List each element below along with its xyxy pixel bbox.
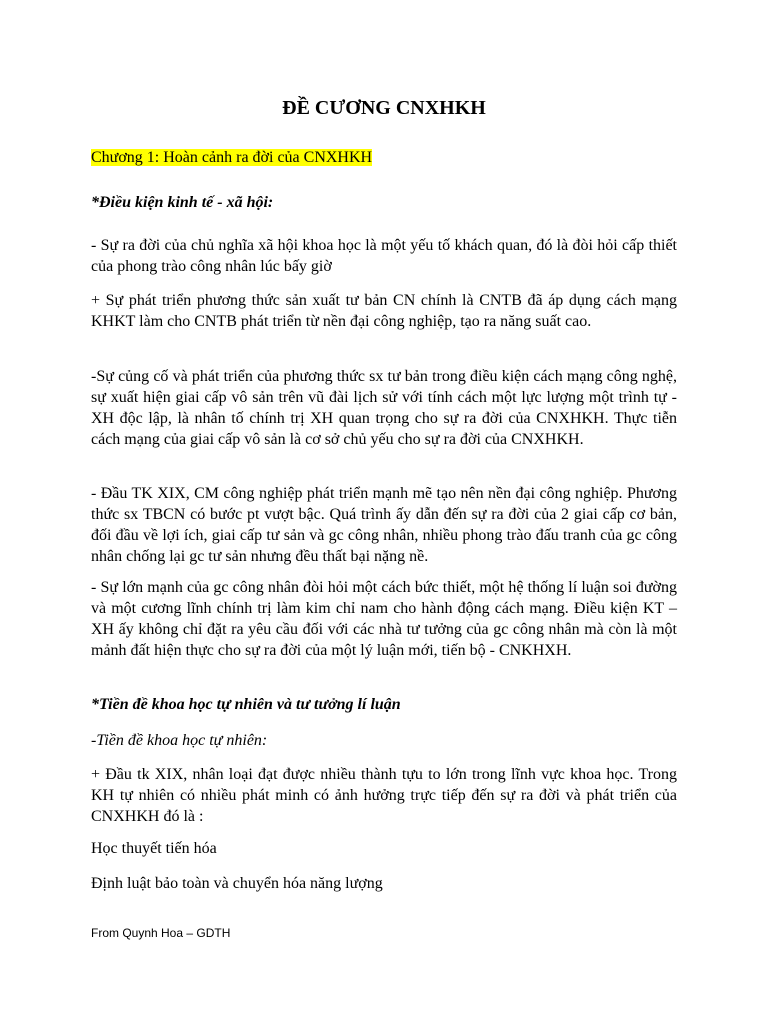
paragraph-1: - Sự ra đời của chủ nghĩa xã hội khoa học là một yếu tố khách quan, đó là đòi hỏi cấp thiết của phong trào công nhân lúc bấy giờ bbox=[91, 237, 677, 275]
subsection-heading-natural-science: -Tiền đề khoa học tự nhiên: bbox=[91, 732, 268, 749]
section-heading-economic-social: *Điều kiện kinh tế - xã hội: bbox=[91, 194, 274, 211]
highlighted-chapter-text: Chương 1: Hoàn cảnh ra đời của CNXHKH bbox=[91, 149, 373, 166]
list-item-energy-conservation: Định luật bảo toàn và chuyển hóa năng lượng bbox=[91, 875, 383, 892]
paragraph-2: + Sự phát triển phương thức sản xuất tư bản CN chính là CNTB đã áp dụng cách mạng KHKT làm cho CNTB phát triển từ nền đại công nghiệp, tạo ra năng suất cao. bbox=[91, 292, 677, 330]
page-footer: From Quynh Hoa – GDTH bbox=[91, 926, 231, 940]
section-heading-premises: *Tiền đề khoa học tự nhiên và tư tưởng lí luận bbox=[91, 696, 401, 713]
paragraph-4: - Đầu TK XIX, CM công nghiệp phát triển mạnh mẽ tạo nên nền đại công nghiệp. Phương thức sx TBCN có bước pt vượt bậc. Quá trình ấy dẫn đến sự ra đời của 2 giai cấp cơ bản, đối đầu về lợi ích, giai cấp tư sản và gc công nhân, nhiều phong trào đấu tranh của gc công nhân chống lại gc tư sản nhưng đều thất bại nặng nề. bbox=[91, 485, 677, 565]
paragraph-6: + Đầu tk XIX, nhân loại đạt được nhiều thành tựu to lớn trong lĩnh vực khoa học. Trong KH tự nhiên có nhiều phát minh có ảnh hưởng trực tiếp đến sự ra đời và phát triển của CNXHKH đó là : bbox=[91, 766, 677, 825]
document-title: ĐỀ CƯƠNG CNXHKH bbox=[282, 97, 486, 119]
chapter-heading bbox=[91, 147, 372, 168]
paragraph-3: -Sự củng cố và phát triển của phương thức sx tư bản trong điều kiện cách mạng công nghệ, sự xuất hiện giai cấp vô sản trên vũ đài lịch sử với tính cách một lực lượng một trình tự - XH độc lập, là nhân tố chính trị XH quan trọng cho sự ra đời của CNXHKH. Thực tiễn cách mạng của giai cấp vô sản là cơ sở chủ yếu cho sự ra đời của CNXHKH. bbox=[91, 368, 677, 448]
document-page bbox=[91, 0, 677, 1024]
list-item-evolution-theory: Học thuyết tiến hóa bbox=[91, 840, 217, 857]
paragraph-5: - Sự lớn mạnh của gc công nhân đòi hỏi một cách bức thiết, một hệ thống lí luận soi đường và một cương lĩnh chính trị làm kim chỉ nam cho hành động cách mạng. Điều kiện KT – XH ấy không chỉ đặt ra yêu cầu đối với các nhà tư tưởng của gc công nhân mà còn là một mảnh đất hiện thực cho sự ra đời của một lý luận mới, tiến bộ - CNKHXH. bbox=[91, 579, 677, 659]
